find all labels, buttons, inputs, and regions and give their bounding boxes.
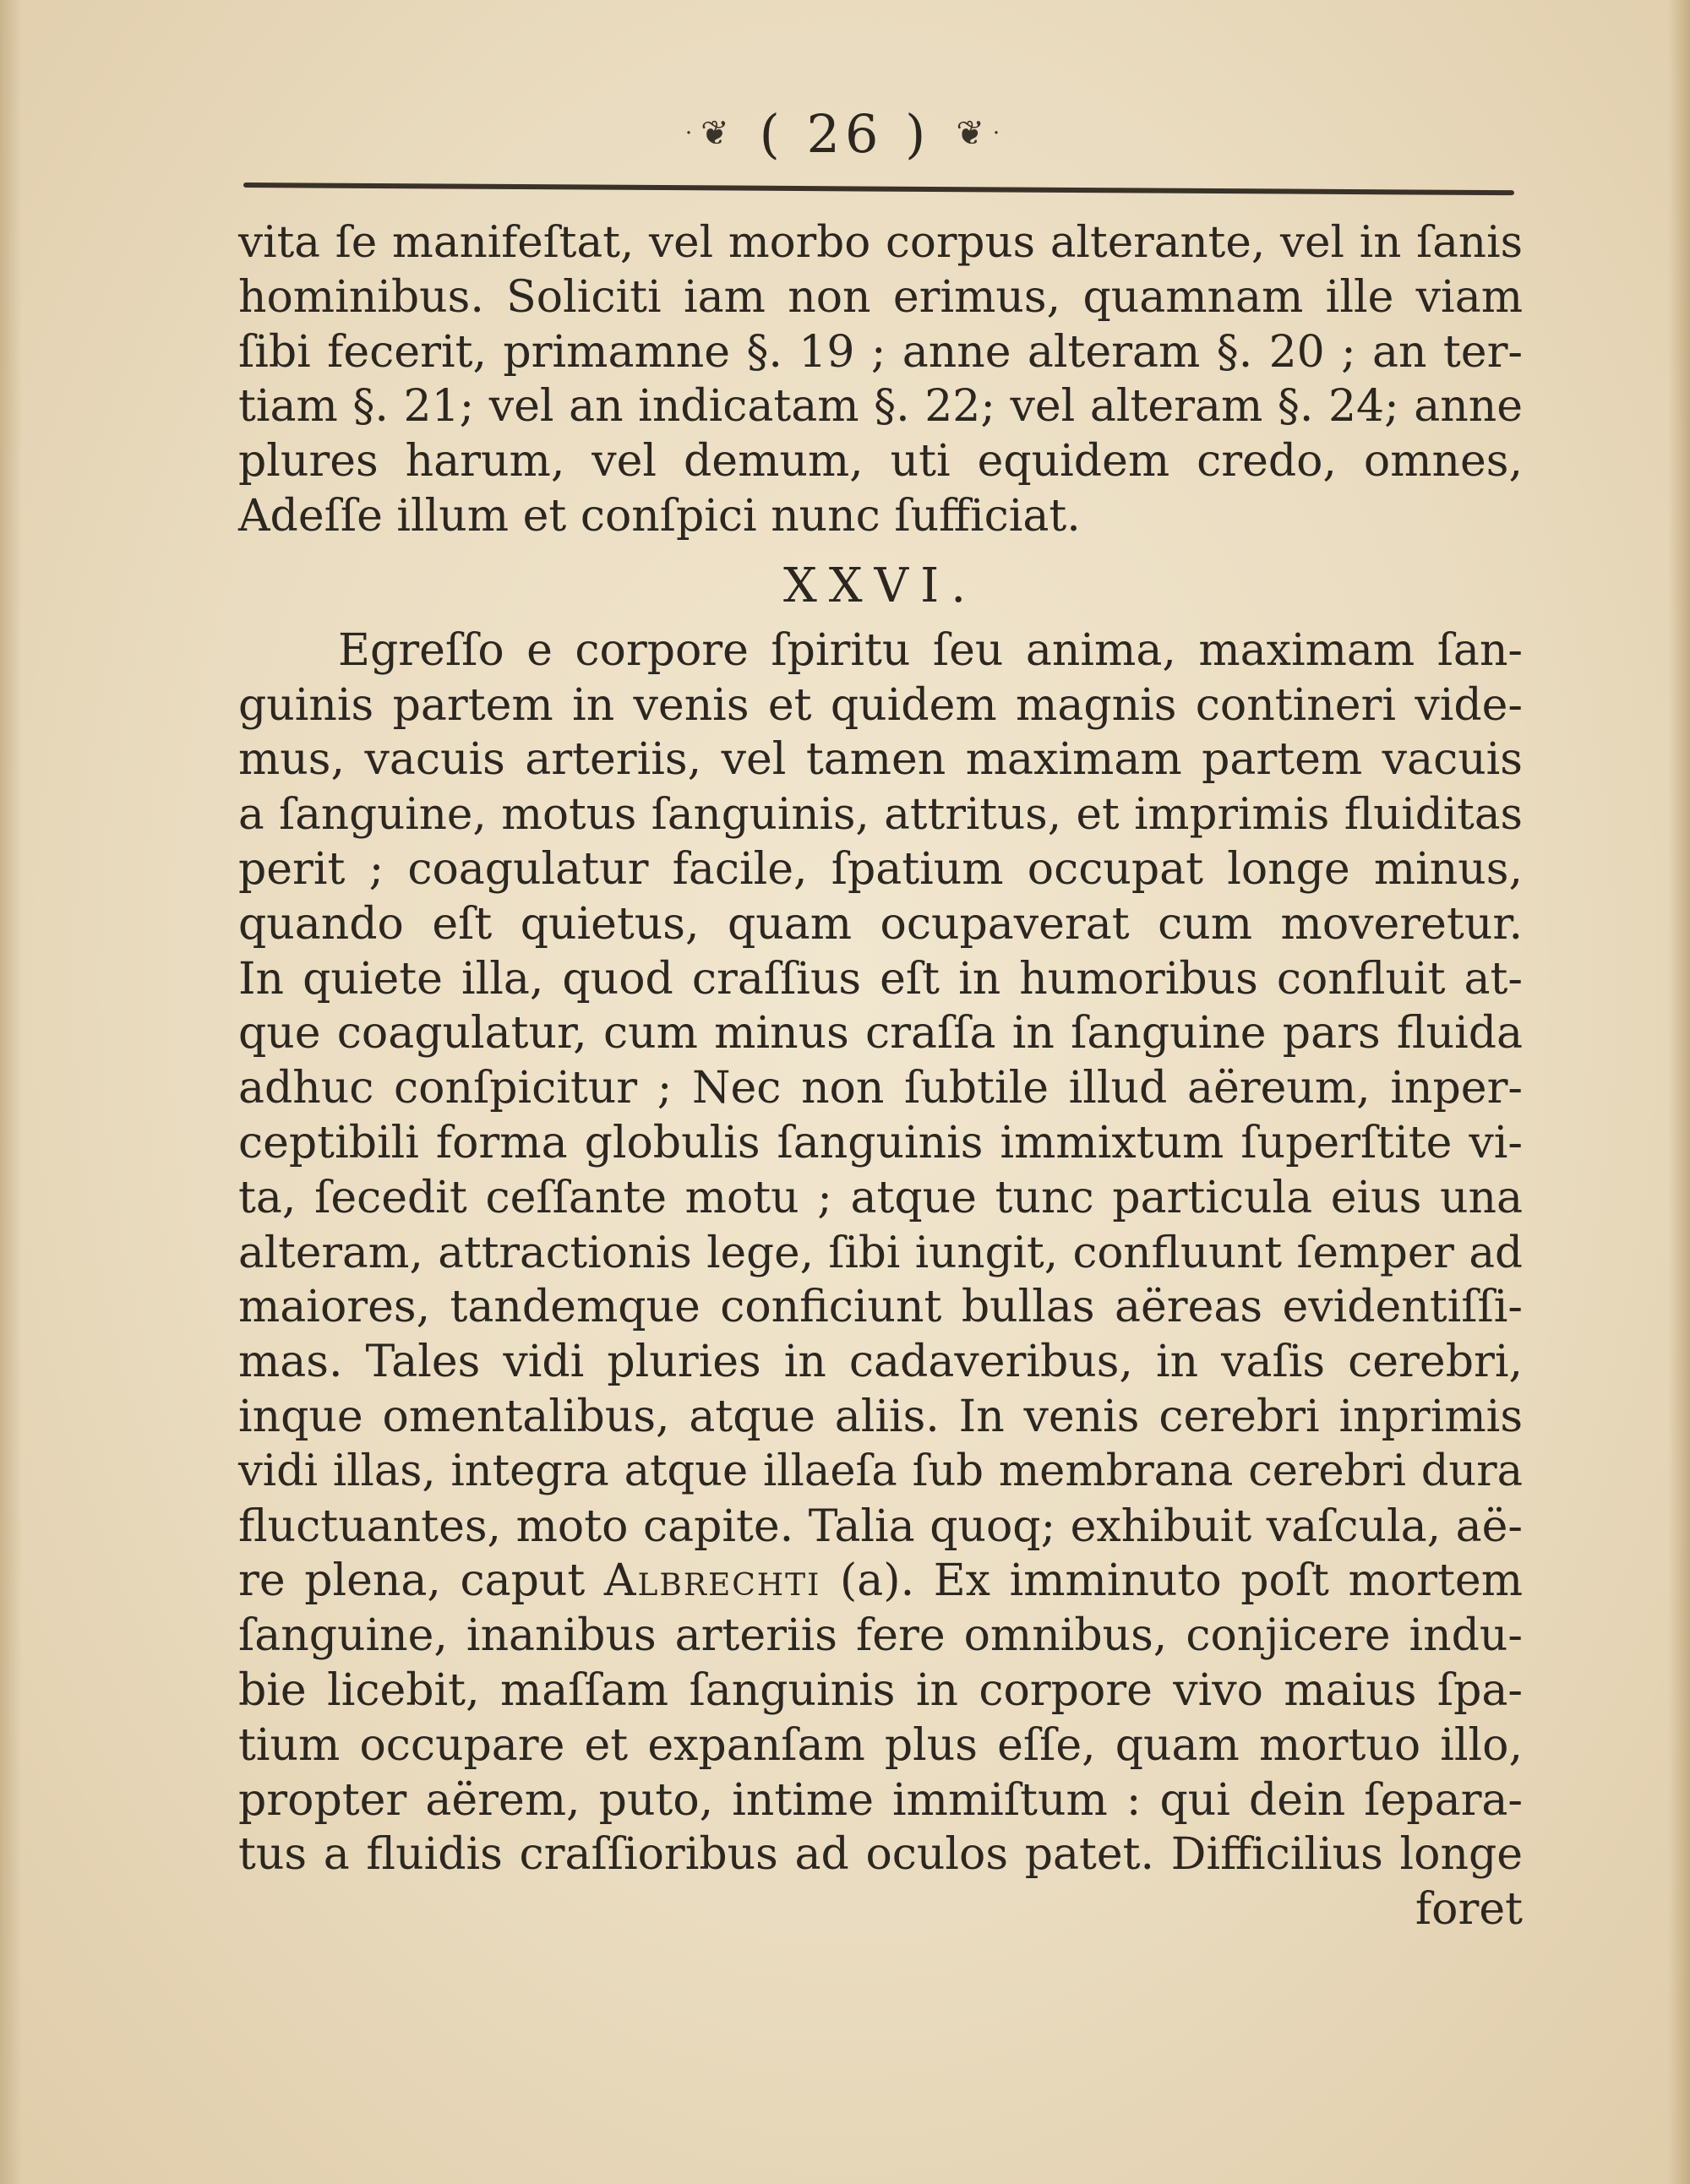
- text-fragment: (a). Ex imminuto poſt mortem: [820, 1555, 1523, 1607]
- text-line: adhuc conſpicitur ; Nec non ſubtile illud aëreum, inper-: [238, 1063, 1523, 1114]
- body-text: [238, 215, 1523, 1937]
- text-line-albrechti: [238, 1554, 1523, 1609]
- page-edge-shadow-right: [1668, 0, 1690, 2184]
- text-line: ſanguine, inanibus arteriis fere omnibus, conjicere indu-: [238, 1610, 1523, 1662]
- fleuron-ornament-right-icon: ❦ ·: [956, 114, 1006, 153]
- text-line: In quiete illa, quod craſſius eſt in humoribus confluit at-: [238, 953, 1523, 1005]
- paragraph-section-xxvi: [238, 624, 1523, 1937]
- text-line: bie licebit, maſſam ſanguinis in corpore vivo maius ſpa-: [238, 1664, 1523, 1716]
- text-line: mus, vacuis arteriis, vel tamen maximam partem vacuis: [238, 734, 1523, 786]
- text-line: inque omentalibus, atque aliis. In venis cerebri inprimis: [238, 1391, 1523, 1442]
- text-line: ſibi fecerit, primamne §. 19 ; anne alteram §. 20 ; an ter-: [238, 326, 1523, 378]
- text-line: guinis partem in venis et quidem magnis contineri vide-: [238, 679, 1523, 731]
- text-line: que coagulatur, cum minus craſſa in ſanguine pars fluida: [238, 1008, 1523, 1059]
- text-line: alteram, attractionis lege, ſibi iungit, confluunt ſemper ad: [238, 1227, 1523, 1278]
- text-line: mas. Tales vidi pluries in cadaveribus, in vaſis cerebri,: [238, 1337, 1523, 1388]
- text-line: ta, ſecedit ceſſante motu ; atque tunc particula eius una: [238, 1172, 1523, 1223]
- page-number: ( 26 ): [759, 102, 931, 165]
- text-line: propter aërem, puto, intime immiſtum : qui dein ſepara-: [238, 1774, 1523, 1826]
- catchword: foret: [1415, 1884, 1523, 1936]
- text-line: Adeſſe illum et conſpici nunc ſufficiat.: [238, 490, 1081, 542]
- text-fragment: re plena, caput: [238, 1555, 604, 1607]
- fleuron-ornament-left-icon: · ❦: [684, 114, 734, 153]
- header-rule: [243, 182, 1514, 195]
- text-line: tiam §. 21; vel an indicatam §. 22; vel alteram §. 24; anne: [238, 381, 1523, 433]
- text-line: hominibus. Soliciti iam non erimus, quamnam ille viam: [238, 271, 1523, 323]
- text-line: ceptibili forma globulis ſanguinis immixtum ſuperſtite vi-: [238, 1117, 1523, 1168]
- text-line: vita ſe manifeſtat, vel morbo corpus alterante, vel in ſanis: [238, 217, 1523, 268]
- text-line: Egreſſo e corpore ſpiritu ſeu anima, maximam ſan-: [338, 624, 1523, 676]
- text-line: vidi illas, integra atque illaeſa ſub membrana cerebri dura: [238, 1446, 1523, 1496]
- running-header: [0, 100, 1690, 167]
- text-line: a ſanguine, motus ſanguinis, attritus, et imprimis fluiditas: [238, 789, 1523, 841]
- cited-author: Albrechti: [603, 1555, 821, 1607]
- text-line: fluctuantes, moto capite. Talia quoq; exhibuit vaſcula, aë-: [238, 1500, 1523, 1552]
- text-line: tium occupare et expanſam plus eſſe, quam mortuo illo,: [238, 1719, 1523, 1771]
- text-line: quando eſt quietus, quam ocupaverat cum moveretur.: [238, 898, 1523, 950]
- section-heading: XXVI.: [782, 558, 979, 613]
- text-line: tus a fluidis craſſioribus ad oculos patet. Difficilius longe: [238, 1829, 1523, 1881]
- text-line: perit ; coagulatur facile, ſpatium occupat longe minus,: [238, 843, 1523, 895]
- page-edge-shadow-left: [0, 0, 22, 2184]
- text-line: plures harum, vel demum, uti equidem credo, omnes,: [238, 436, 1523, 487]
- paragraph-continuation: [238, 215, 1523, 544]
- text-line: maiores, tandemque conficiunt bullas aëreas evidentiſſi-: [238, 1282, 1523, 1333]
